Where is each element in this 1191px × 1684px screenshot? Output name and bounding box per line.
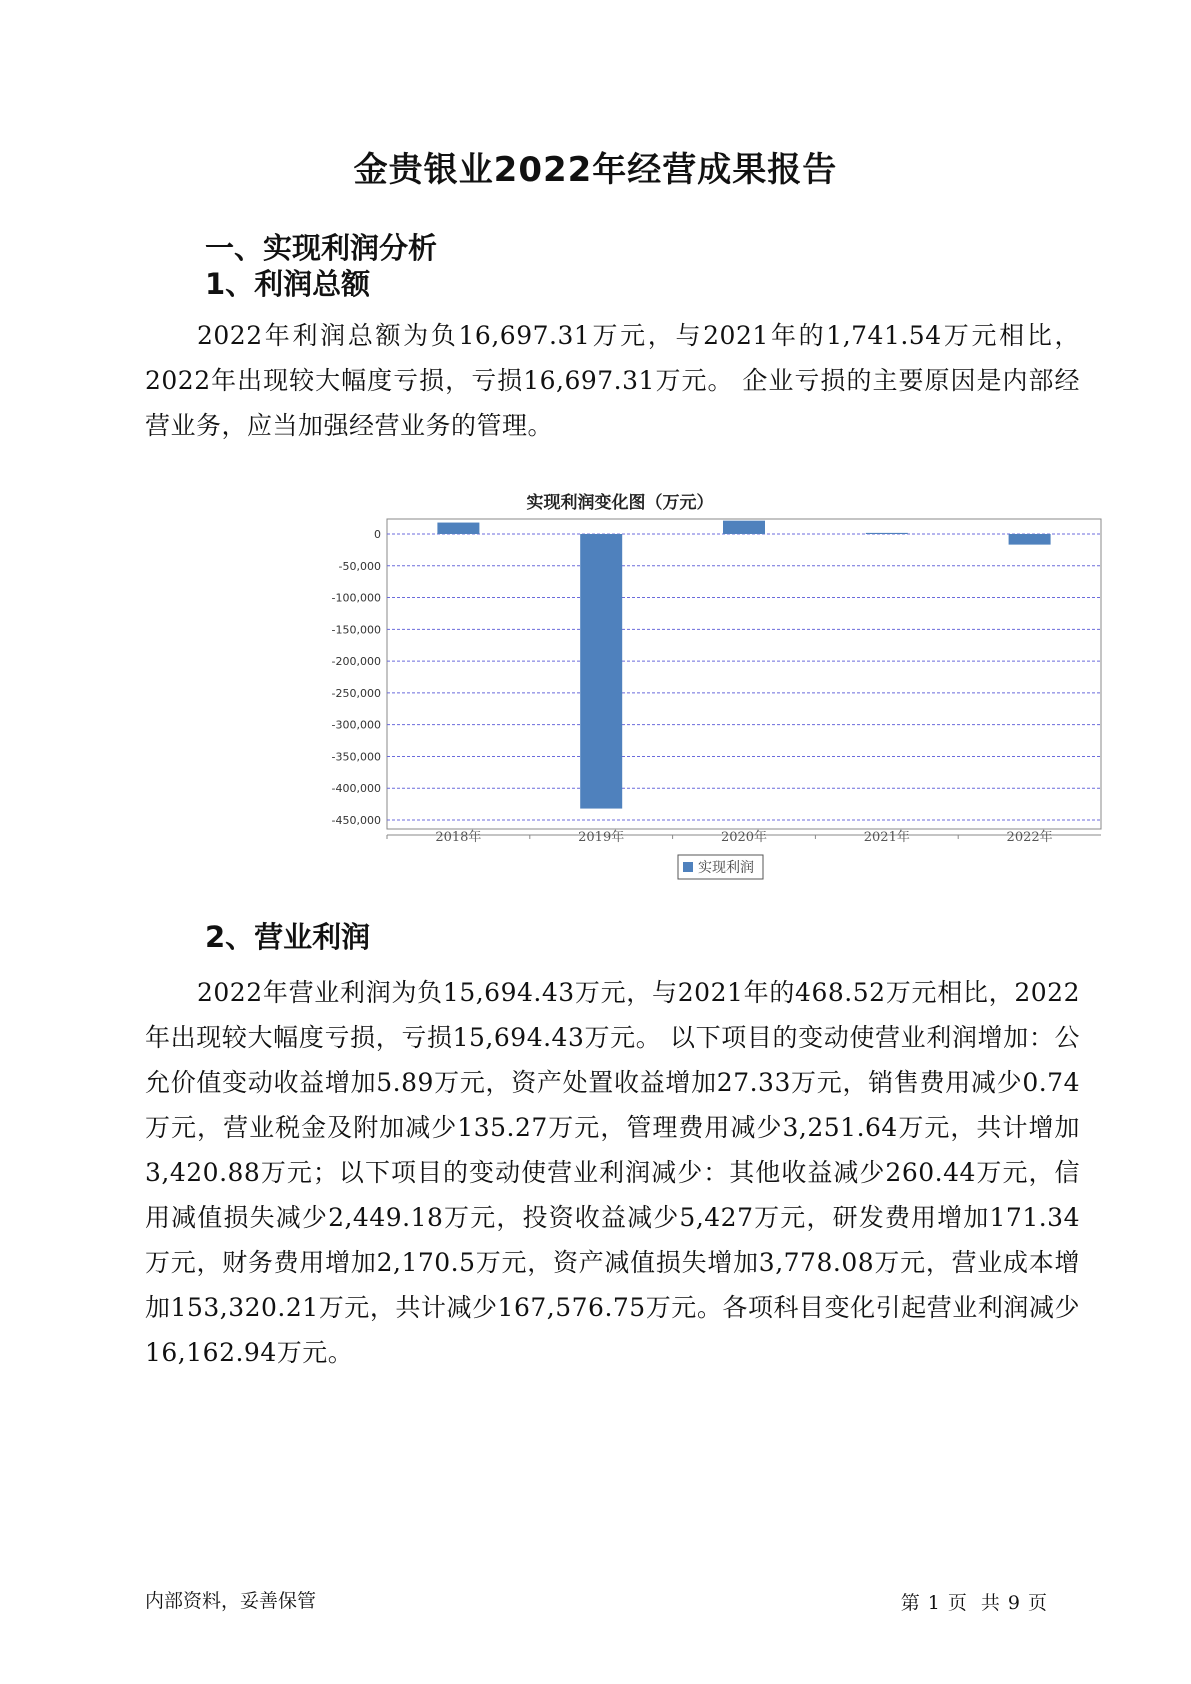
total-profit-text: 2022年利润总额为负16,697.31万元，与2021年的1,741.54万元相比，2022年出现较大幅度亏损，亏损16,697.31万元。 企业亏损的主要原因是内部经营业务，应当加强经营业务的管理。 xyxy=(145,321,1080,440)
legend xyxy=(678,855,763,879)
x-tick-label: 2019年 xyxy=(578,830,625,845)
bar-2020年 xyxy=(723,521,765,534)
y-tick-label: -200,000 xyxy=(331,655,381,669)
footer-page-number xyxy=(897,1588,1051,1615)
total-profit-paragraph xyxy=(145,313,1080,448)
x-axis xyxy=(387,829,1053,845)
footer-confidential: 内部资料，妥善保管 xyxy=(145,1590,317,1612)
operating-profit-paragraph xyxy=(145,970,1080,1375)
y-tick-label: -300,000 xyxy=(331,718,381,732)
y-tick-label: 0 xyxy=(374,528,381,541)
page-num: 1 xyxy=(927,1592,940,1614)
report-title: 金贵银业2022年经营成果报告 xyxy=(353,150,838,190)
y-tick-label: -450,000 xyxy=(331,814,381,827)
bar-2022年 xyxy=(1009,534,1051,545)
bar-2018年 xyxy=(437,523,479,534)
bar-2021年 xyxy=(866,533,908,534)
profit-bar-chart xyxy=(150,493,1053,950)
legend-label: 实现利润 xyxy=(698,860,754,876)
y-tick-label: -250,000 xyxy=(331,686,381,700)
page-prefix: 第 xyxy=(900,1592,920,1614)
page-mid: 页 xyxy=(947,1592,967,1614)
y-tick-label: -100,000 xyxy=(331,591,381,605)
x-tick-label: 2020年 xyxy=(720,830,768,845)
chart-title: 实现利润变化图（万元） xyxy=(526,493,714,513)
legend-swatch xyxy=(683,862,693,872)
y-tick-label: -50,000 xyxy=(338,559,381,573)
section-heading: 一、实现利润分析 xyxy=(205,231,438,265)
profit-chart xyxy=(150,493,1053,950)
bar-2019年 xyxy=(580,534,622,809)
y-tick-label: -350,000 xyxy=(331,750,381,764)
page-total-prefix: 共 xyxy=(980,1592,1000,1614)
page-total: 9 xyxy=(1007,1592,1020,1614)
y-tick-label: -400,000 xyxy=(331,782,381,796)
page-suffix: 页 xyxy=(1027,1592,1047,1614)
subsection-heading-operating-profit: 2、营业利润 xyxy=(205,920,371,954)
y-axis xyxy=(332,528,381,827)
y-tick-label: -150,000 xyxy=(331,623,381,637)
subsection-heading-total-profit: 1、利润总额 xyxy=(205,267,371,301)
x-tick-label: 2022年 xyxy=(1006,830,1053,845)
x-tick-label: 2018年 xyxy=(435,830,482,845)
x-tick-label: 2021年 xyxy=(863,830,910,845)
operating-profit-text: 2022年营业利润为负15,694.43万元，与2021年的468.52万元相比，2022年出现较大幅度亏损，亏损15,694.43万元。 以下项目的变动使营业利润增加：公允价值变动收益增加5.89万元，资产处置收益增加27.33万元，销售费用减少0.74万元，营业税金及附加减少135.27万元，管理费用减少3,251.64万元，共计增加3,420.88万元；以下项目的变动使营业利润减少：其他收益减少260.44万元，信用减值损失减少2,449.18万元，投资收益减少5,427万元，研发费用增加171.34万元，财务费用增加2,170.5万元，资产减值损失增加3,778.08万元，营业成本增加153,320.21万元，共计减少167,576.75万元。各项科目变化引起营业利润减少16,162.94万元。 xyxy=(145,978,1080,1367)
